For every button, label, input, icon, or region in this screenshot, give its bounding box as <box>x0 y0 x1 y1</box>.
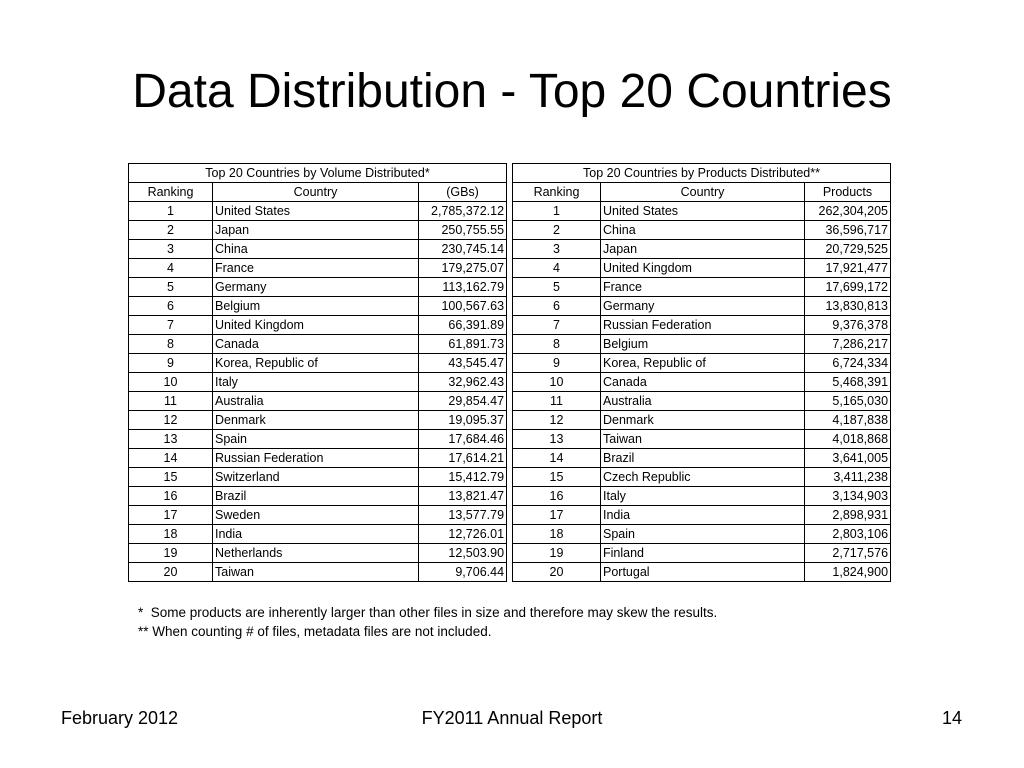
rank-cell: 7 <box>129 316 213 335</box>
value-cell: 3,641,005 <box>805 449 891 468</box>
country-cell: India <box>213 525 419 544</box>
country-cell: United States <box>213 202 419 221</box>
rank-cell: 20 <box>129 563 213 582</box>
value-cell: 3,134,903 <box>805 487 891 506</box>
footer-date: February 2012 <box>61 708 179 728</box>
value-cell: 4,018,868 <box>805 430 891 449</box>
header-products: Products <box>805 183 891 202</box>
rank-cell: 1 <box>129 202 213 221</box>
value-cell: 13,821.47 <box>419 487 507 506</box>
value-cell: 3,411,238 <box>805 468 891 487</box>
value-cell: 17,921,477 <box>805 259 891 278</box>
value-cell: 12,726.01 <box>419 525 507 544</box>
table-row <box>129 278 507 297</box>
rank-cell: 8 <box>513 335 601 354</box>
rank-cell: 7 <box>513 316 601 335</box>
value-cell: 6,724,334 <box>805 354 891 373</box>
volume-caption-row <box>129 164 507 183</box>
volume-table <box>128 163 507 582</box>
rank-cell: 4 <box>513 259 601 278</box>
rank-cell: 6 <box>129 297 213 316</box>
rank-cell: 3 <box>513 240 601 259</box>
footnote-products: ** When counting # of files, metadata files are not included. <box>138 624 492 639</box>
rank-cell: 16 <box>513 487 601 506</box>
rank-cell: 2 <box>513 221 601 240</box>
value-cell: 20,729,525 <box>805 240 891 259</box>
country-cell: Canada <box>213 335 419 354</box>
value-cell: 2,717,576 <box>805 544 891 563</box>
table-row <box>513 354 891 373</box>
table-row <box>129 525 507 544</box>
value-cell: 9,376,378 <box>805 316 891 335</box>
country-cell: Russian Federation <box>213 449 419 468</box>
country-cell: Netherlands <box>213 544 419 563</box>
value-cell: 100,567.63 <box>419 297 507 316</box>
table-row <box>129 221 507 240</box>
country-cell: Denmark <box>601 411 805 430</box>
value-cell: 12,503.90 <box>419 544 507 563</box>
table-row <box>513 544 891 563</box>
country-cell: Italy <box>213 373 419 392</box>
country-cell: Portugal <box>601 563 805 582</box>
value-cell: 1,824,900 <box>805 563 891 582</box>
table-row <box>129 335 507 354</box>
products-table <box>512 163 891 582</box>
products-caption-row <box>513 164 891 183</box>
value-cell: 17,614.21 <box>419 449 507 468</box>
country-cell: Germany <box>213 278 419 297</box>
country-cell: Finland <box>601 544 805 563</box>
country-cell: Germany <box>601 297 805 316</box>
table-row <box>129 430 507 449</box>
table-row <box>129 297 507 316</box>
country-cell: United States <box>601 202 805 221</box>
table-row <box>129 373 507 392</box>
rank-cell: 6 <box>513 297 601 316</box>
header-gbs: (GBs) <box>419 183 507 202</box>
value-cell: 43,545.47 <box>419 354 507 373</box>
table-row <box>513 392 891 411</box>
country-cell: Taiwan <box>601 430 805 449</box>
page-number: 14 <box>941 708 962 728</box>
rank-cell: 11 <box>513 392 601 411</box>
value-cell: 179,275.07 <box>419 259 507 278</box>
rank-cell: 14 <box>129 449 213 468</box>
rank-cell: 5 <box>513 278 601 297</box>
table-row <box>129 411 507 430</box>
value-cell: 230,745.14 <box>419 240 507 259</box>
table-row <box>129 202 507 221</box>
rank-cell: 17 <box>513 506 601 525</box>
value-cell: 17,684.46 <box>419 430 507 449</box>
table-row <box>129 487 507 506</box>
country-cell: Australia <box>213 392 419 411</box>
value-cell: 36,596,717 <box>805 221 891 240</box>
country-cell: Spain <box>213 430 419 449</box>
table-row <box>513 316 891 335</box>
rank-cell: 9 <box>513 354 601 373</box>
value-cell: 9,706.44 <box>419 563 507 582</box>
table-row <box>129 468 507 487</box>
table-row <box>129 449 507 468</box>
table-row <box>129 240 507 259</box>
rank-cell: 15 <box>129 468 213 487</box>
country-cell: Canada <box>601 373 805 392</box>
country-cell: Italy <box>601 487 805 506</box>
volume-table-caption: Top 20 Countries by Volume Distributed* <box>129 164 507 183</box>
value-cell: 15,412.79 <box>419 468 507 487</box>
country-cell: Denmark <box>213 411 419 430</box>
country-cell: United Kingdom <box>601 259 805 278</box>
rank-cell: 9 <box>129 354 213 373</box>
table-row <box>129 506 507 525</box>
table-row <box>513 335 891 354</box>
rank-cell: 19 <box>513 544 601 563</box>
rank-cell: 3 <box>129 240 213 259</box>
value-cell: 2,803,106 <box>805 525 891 544</box>
country-cell: Korea, Republic of <box>213 354 419 373</box>
volume-table-body <box>129 164 507 582</box>
value-cell: 4,187,838 <box>805 411 891 430</box>
country-cell: Belgium <box>213 297 419 316</box>
table-row <box>129 354 507 373</box>
rank-cell: 18 <box>129 525 213 544</box>
rank-cell: 8 <box>129 335 213 354</box>
country-cell: India <box>601 506 805 525</box>
rank-cell: 14 <box>513 449 601 468</box>
rank-cell: 12 <box>129 411 213 430</box>
products-table-caption: Top 20 Countries by Products Distributed** <box>513 164 891 183</box>
value-cell: 5,165,030 <box>805 392 891 411</box>
country-cell: Brazil <box>601 449 805 468</box>
value-cell: 66,391.89 <box>419 316 507 335</box>
country-cell: Belgium <box>601 335 805 354</box>
rank-cell: 13 <box>129 430 213 449</box>
table-row <box>513 221 891 240</box>
country-cell: Korea, Republic of <box>601 354 805 373</box>
rank-cell: 5 <box>129 278 213 297</box>
table-row <box>513 430 891 449</box>
table-row <box>129 563 507 582</box>
footnotes <box>138 603 717 641</box>
value-cell: 61,891.73 <box>419 335 507 354</box>
table-row <box>513 259 891 278</box>
country-cell: Brazil <box>213 487 419 506</box>
footnote-volume: * Some products are inherently larger than other files in size and therefore may skew the results. <box>138 605 718 620</box>
table-row <box>129 544 507 563</box>
country-cell: Japan <box>601 240 805 259</box>
header-country: Country <box>213 183 419 202</box>
country-cell: France <box>601 278 805 297</box>
country-cell: China <box>213 240 419 259</box>
rank-cell: 17 <box>129 506 213 525</box>
rank-cell: 10 <box>513 373 601 392</box>
table-row <box>513 411 891 430</box>
table-row <box>129 259 507 278</box>
rank-cell: 4 <box>129 259 213 278</box>
value-cell: 13,830,813 <box>805 297 891 316</box>
value-cell: 113,162.79 <box>419 278 507 297</box>
table-row <box>129 316 507 335</box>
rank-cell: 20 <box>513 563 601 582</box>
table-row <box>513 202 891 221</box>
value-cell: 262,304,205 <box>805 202 891 221</box>
table-row <box>513 468 891 487</box>
rank-cell: 1 <box>513 202 601 221</box>
value-cell: 17,699,172 <box>805 278 891 297</box>
country-cell: Spain <box>601 525 805 544</box>
value-cell: 13,577.79 <box>419 506 507 525</box>
table-row <box>513 278 891 297</box>
rank-cell: 13 <box>513 430 601 449</box>
table-row <box>513 373 891 392</box>
rank-cell: 12 <box>513 411 601 430</box>
header-country: Country <box>601 183 805 202</box>
value-cell: 2,785,372.12 <box>419 202 507 221</box>
country-cell: Japan <box>213 221 419 240</box>
table-row <box>513 563 891 582</box>
footer-title: FY2011 Annual Report <box>421 708 603 728</box>
rank-cell: 15 <box>513 468 601 487</box>
value-cell: 2,898,931 <box>805 506 891 525</box>
rank-cell: 19 <box>129 544 213 563</box>
value-cell: 5,468,391 <box>805 373 891 392</box>
value-cell: 29,854.47 <box>419 392 507 411</box>
table-row <box>129 392 507 411</box>
value-cell: 32,962.43 <box>419 373 507 392</box>
table-row <box>513 506 891 525</box>
header-ranking: Ranking <box>513 183 601 202</box>
rank-cell: 11 <box>129 392 213 411</box>
country-cell: France <box>213 259 419 278</box>
table-row <box>513 487 891 506</box>
header-ranking: Ranking <box>129 183 213 202</box>
products-header-row <box>513 183 891 202</box>
rank-cell: 10 <box>129 373 213 392</box>
country-cell: Australia <box>601 392 805 411</box>
country-cell: Taiwan <box>213 563 419 582</box>
value-cell: 7,286,217 <box>805 335 891 354</box>
table-row <box>513 525 891 544</box>
country-cell: China <box>601 221 805 240</box>
products-table-body <box>513 164 891 582</box>
country-cell: Czech Republic <box>601 468 805 487</box>
country-cell: Russian Federation <box>601 316 805 335</box>
rank-cell: 2 <box>129 221 213 240</box>
table-row <box>513 449 891 468</box>
rank-cell: 18 <box>513 525 601 544</box>
value-cell: 19,095.37 <box>419 411 507 430</box>
volume-header-row <box>129 183 507 202</box>
slide-title: Data Distribution - Top 20 Countries <box>132 65 892 118</box>
country-cell: Sweden <box>213 506 419 525</box>
value-cell: 250,755.55 <box>419 221 507 240</box>
rank-cell: 16 <box>129 487 213 506</box>
country-cell: Switzerland <box>213 468 419 487</box>
country-cell: United Kingdom <box>213 316 419 335</box>
table-row <box>513 240 891 259</box>
table-row <box>513 297 891 316</box>
